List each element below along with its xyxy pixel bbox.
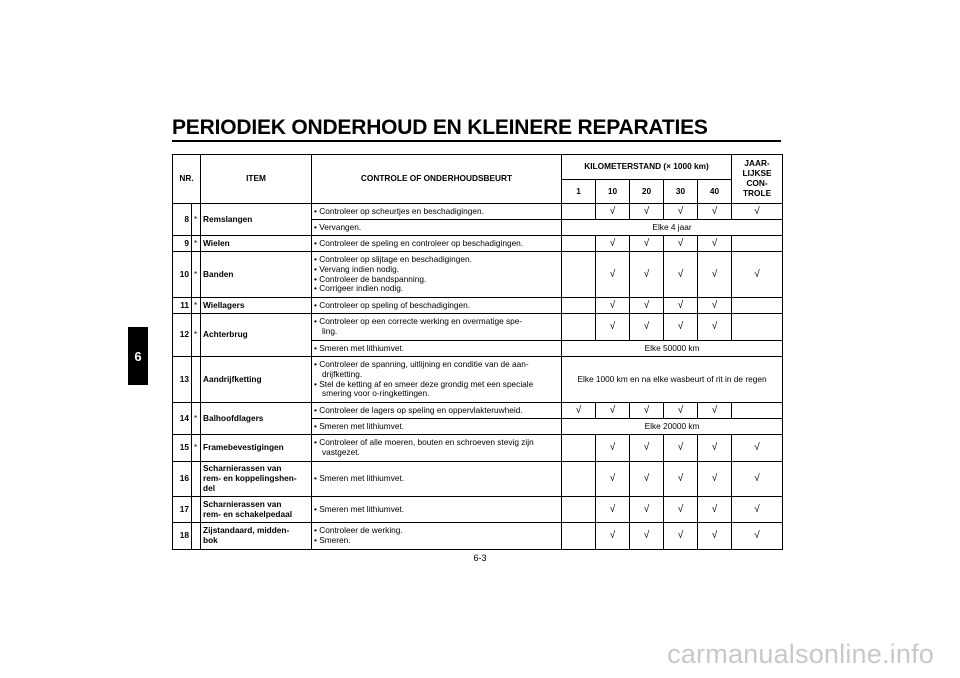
check-mark: √ xyxy=(630,523,664,550)
empty-cell xyxy=(562,523,596,550)
item-name: Achterbrug xyxy=(201,314,312,357)
check-mark: √ xyxy=(596,314,630,341)
header-item: ITEM xyxy=(201,155,312,204)
table-row xyxy=(173,252,783,298)
item-name: Balhoofdlagers xyxy=(201,403,312,435)
control-text: • Controleer op slijtage en beschadigingen. • Vervang indien nodig. • Controleer de bandspanning. • Corrigeer indien nodig. xyxy=(312,252,562,298)
check-mark: √ xyxy=(698,298,732,314)
row-number: 8 xyxy=(173,204,192,236)
check-mark: √ xyxy=(630,497,664,523)
asterisk-mark: * xyxy=(192,435,201,462)
asterisk-mark: * xyxy=(192,204,201,236)
interval-text: Elke 20000 km xyxy=(562,419,783,435)
table-row xyxy=(173,462,783,497)
check-mark: √ xyxy=(664,523,698,550)
check-mark: √ xyxy=(732,204,783,220)
control-text: • Smeren met lithiumvet. xyxy=(312,341,562,357)
interval-text: Elke 1000 km en na elke wasbeurt of rit in de regen xyxy=(562,357,783,403)
check-mark: √ xyxy=(596,523,630,550)
control-text: • Vervangen. xyxy=(312,220,562,236)
table-row xyxy=(173,314,783,341)
row-number: 16 xyxy=(173,462,192,497)
control-text: • Controleer de lagers op speling en oppervlakteruwheid. xyxy=(312,403,562,419)
page-number: 6-3 xyxy=(473,553,487,563)
check-mark: √ xyxy=(732,462,783,497)
check-mark: √ xyxy=(596,462,630,497)
check-mark: √ xyxy=(630,298,664,314)
header-km-1: 1 xyxy=(562,180,596,204)
control-text: • Controleer de spanning, uitlijning en conditie van de aan- drijfketting. • Stel de ketting af en smeer deze grondig met een speciale smering voor o-ringkettingen. xyxy=(312,357,562,403)
header-km-20: 20 xyxy=(630,180,664,204)
check-mark: √ xyxy=(664,252,698,298)
control-text: • Controleer of alle moeren, bouten en schroeven stevig zijn vastgezet. xyxy=(312,435,562,462)
item-name: Scharnierassen van rem- en schakelpedaal xyxy=(201,497,312,523)
row-number: 18 xyxy=(173,523,192,550)
empty-cell xyxy=(562,462,596,497)
item-name: Aandrijfketting xyxy=(201,357,312,403)
empty-cell xyxy=(732,314,783,341)
control-text: • Smeren met lithiumvet. xyxy=(312,497,562,523)
check-mark: √ xyxy=(596,204,630,220)
empty-cell xyxy=(192,357,201,403)
empty-cell xyxy=(562,497,596,523)
control-text: • Controleer op speling of beschadigingen. xyxy=(312,298,562,314)
check-mark: √ xyxy=(630,236,664,252)
header-nr: NR. xyxy=(173,155,201,204)
row-number: 11 xyxy=(173,298,192,314)
empty-cell xyxy=(192,497,201,523)
check-mark: √ xyxy=(664,204,698,220)
chapter-tab[interactable]: 6 xyxy=(128,327,148,385)
check-mark: √ xyxy=(630,314,664,341)
empty-cell xyxy=(562,236,596,252)
check-mark: √ xyxy=(630,435,664,462)
check-mark: √ xyxy=(664,236,698,252)
check-mark: √ xyxy=(630,204,664,220)
table-row xyxy=(173,435,783,462)
check-mark: √ xyxy=(698,252,732,298)
empty-cell xyxy=(562,435,596,462)
control-text: • Controleer de speling en controleer op beschadigingen. xyxy=(312,236,562,252)
check-mark: √ xyxy=(630,252,664,298)
asterisk-mark: * xyxy=(192,236,201,252)
table-row xyxy=(173,403,783,419)
check-mark: √ xyxy=(732,435,783,462)
row-number: 9 xyxy=(173,236,192,252)
page-title: PERIODIEK ONDERHOUD EN KLEINERE REPARATIES xyxy=(172,116,708,139)
item-name: Wiellagers xyxy=(201,298,312,314)
header-row xyxy=(173,155,783,180)
item-name: Scharnierassen van rem- en koppelingshen- del xyxy=(201,462,312,497)
check-mark: √ xyxy=(664,403,698,419)
check-mark: √ xyxy=(664,462,698,497)
item-name: Zijstandaard, midden- bok xyxy=(201,523,312,550)
row-number: 17 xyxy=(173,497,192,523)
empty-cell xyxy=(562,252,596,298)
check-mark: √ xyxy=(698,435,732,462)
control-text: • Controleer op een correcte werking en overmatige spe- ling. xyxy=(312,314,562,341)
header-yearly: JAAR- LIJKSE CON- TROLE xyxy=(732,155,783,204)
header-km-30: 30 xyxy=(664,180,698,204)
table-row xyxy=(173,236,783,252)
maintenance-table xyxy=(172,154,783,550)
asterisk-mark: * xyxy=(192,403,201,435)
control-text: • Smeren met lithiumvet. xyxy=(312,419,562,435)
header-km-10: 10 xyxy=(596,180,630,204)
check-mark: √ xyxy=(698,462,732,497)
table-row xyxy=(173,497,783,523)
item-name: Remslangen xyxy=(201,204,312,236)
check-mark: √ xyxy=(596,236,630,252)
check-mark: √ xyxy=(664,298,698,314)
item-name: Framebevestigingen xyxy=(201,435,312,462)
interval-text: Elke 4 jaar xyxy=(562,220,783,236)
check-mark: √ xyxy=(698,497,732,523)
empty-cell xyxy=(732,403,783,419)
check-mark: √ xyxy=(596,497,630,523)
check-mark: √ xyxy=(596,298,630,314)
check-mark: √ xyxy=(596,403,630,419)
header-km: KILOMETERSTAND (× 1000 km) xyxy=(562,155,732,180)
control-text: • Smeren met lithiumvet. xyxy=(312,462,562,497)
asterisk-mark: * xyxy=(192,298,201,314)
empty-cell xyxy=(562,204,596,220)
check-mark: √ xyxy=(698,204,732,220)
row-number: 13 xyxy=(173,357,192,403)
empty-cell xyxy=(562,298,596,314)
check-mark: √ xyxy=(664,497,698,523)
check-mark: √ xyxy=(698,236,732,252)
check-mark: √ xyxy=(664,314,698,341)
check-mark: √ xyxy=(698,523,732,550)
table-row xyxy=(173,357,783,403)
asterisk-mark: * xyxy=(192,314,201,357)
check-mark: √ xyxy=(732,252,783,298)
check-mark: √ xyxy=(732,523,783,550)
row-number: 12 xyxy=(173,314,192,357)
empty-cell xyxy=(192,462,201,497)
row-number: 10 xyxy=(173,252,192,298)
empty-cell xyxy=(732,298,783,314)
table-row xyxy=(173,523,783,550)
check-mark: √ xyxy=(596,435,630,462)
check-mark: √ xyxy=(732,497,783,523)
title-rule xyxy=(172,140,781,142)
row-number: 14 xyxy=(173,403,192,435)
table-row xyxy=(173,298,783,314)
check-mark: √ xyxy=(630,403,664,419)
check-mark: √ xyxy=(596,252,630,298)
check-mark: √ xyxy=(562,403,596,419)
check-mark: √ xyxy=(698,403,732,419)
row-number: 15 xyxy=(173,435,192,462)
header-control: CONTROLE OF ONDERHOUDSBEURT xyxy=(312,155,562,204)
interval-text: Elke 50000 km xyxy=(562,341,783,357)
control-text: • Controleer de werking. • Smeren. xyxy=(312,523,562,550)
empty-cell xyxy=(732,236,783,252)
item-name: Banden xyxy=(201,252,312,298)
asterisk-mark: * xyxy=(192,252,201,298)
check-mark: √ xyxy=(630,462,664,497)
empty-cell xyxy=(192,523,201,550)
empty-cell xyxy=(562,314,596,341)
check-mark: √ xyxy=(664,435,698,462)
check-mark: √ xyxy=(698,314,732,341)
header-km-40: 40 xyxy=(698,180,732,204)
table-row xyxy=(173,204,783,220)
item-name: Wielen xyxy=(201,236,312,252)
watermark: carmanualsonline.info xyxy=(667,639,934,669)
control-text: • Controleer op scheurtjes en beschadigingen. xyxy=(312,204,562,220)
